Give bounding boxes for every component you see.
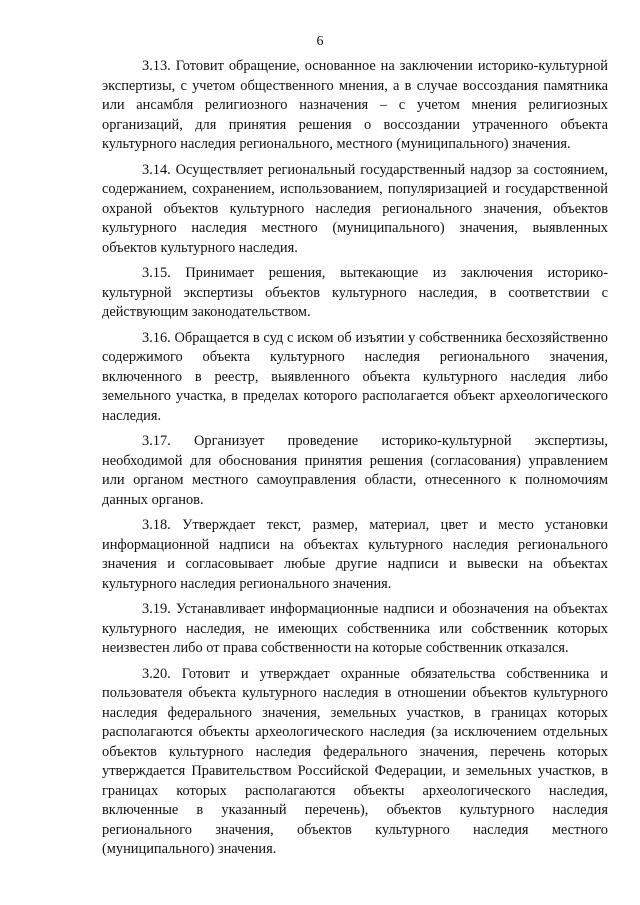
paragraph-3-15: 3.15. Принимает решения, вытекающие из заключения историко-культурной экспертизы объектов культурного наследия, в соответствии с действующим законодательством.	[102, 265, 608, 320]
page-number: 6	[316, 34, 324, 49]
paragraph-3-17: 3.17. Организует проведение историко-культурной экспертизы, необходимой для обоснования принятия решения (согласования) управлением или органом местного самоуправления области, отнесенного к полномочиям данных органов.	[102, 433, 608, 508]
paragraph-3-16: 3.16. Обращается в суд с иском об изъятии у собственника бесхозяйственно содержимого объекта культурного наследия регионального значения, включенного в реестр, выявленного объекта культурного наследия либо земельного участка, в пределах которого располагается объект археологического наследия.	[102, 329, 608, 424]
paragraph-3-18: 3.18. Утверждает текст, размер, материал, цвет и место установки информационной надписи на объектах культурного наследия регионального значения и согласовывает любые другие надписи и вывески на объектах культурного наследия регионального значения.	[102, 517, 608, 592]
paragraph-3-13: 3.13. Готовит обращение, основанное на заключении историко-культурной экспертизы, с учетом общественного мнения, а в случае воссоздания памятника или ансамбля религиозного назначения – с учетом мнения религиозных организаций, для принятия решения о воссоздании утраченного объекта культурного наследия регионального, местного (муниципального) значения.	[102, 58, 608, 152]
paragraph-3-20: 3.20. Готовит и утверждает охранные обязательства собственника и пользователя объекта культурного наследия в отношении объектов культурного наследия федерального значения, земельных участков, в границах которых располагаются объекты археологического наследия (за исключением отдельных объектов культурного наследия федерального значения, перечень которых утверждается Правительством Российской Федерации, и земельных участков, в границах которых располагаются объекты археологического наследия, включенные в указанный перечень), объектов культурного наследия регионального значения, объектов культурного наследия местного (муниципального) значения.	[102, 665, 608, 857]
paragraph-3-19: 3.19. Устанавливает информационные надписи и обозначения на объектах культурного наследия, не имеющих собственника или собственник которых неизвестен либо от права собственности на которые собственник отказался.	[102, 601, 608, 656]
document-body	[102, 57, 608, 866]
paragraph-3-14: 3.14. Осуществляет региональный государственный надзор за состоянием, содержанием, сохранением, использованием, популяризацией и государственной охраной объектов культурного наследия регионального значения, объектов культурного наследия местного (муниципального) значения, выявленных объектов культурного наследия.	[102, 161, 608, 256]
